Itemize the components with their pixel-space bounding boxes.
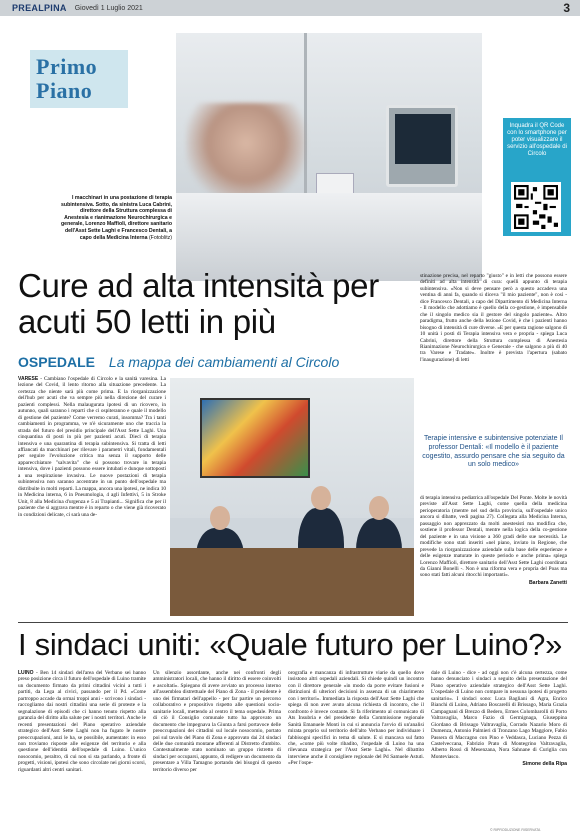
article1-column-2 <box>420 273 567 431</box>
doctors-photo <box>170 378 414 616</box>
photo-credit: (Fotoblitz) <box>148 234 172 241</box>
qr-promo-box[interactable] <box>503 118 571 236</box>
article2-col1-text: - Ben 14 sindaci dell'area del Verbano sei hanno preso posizione circa il futuro dell'ospedale di Luino tramite un documento firmato da primi cittadini vicini a tutti i partiti, da Lega al civici, passando per il Pd. «Come partroppo accade da ormai troppi anni - scrivono i sindaci - raccogliamo dai nostri cittadini una serie di proteste e la segnalazione di episodi che ci hanno tenuto rispetto alla garanzia del diritto alla salute per i nostri territori. Anche le recenti presentazioni del Piano operativo aziendale strategico dell'Asst Sette Laghi non ha fugato le nostre preoccupazioni, anzi le ha, se possibile, aumentate: in esso non troviamo risposte alle esigenze del territorio e alla questione dell'identità dell'ospedale di Luino. L'unico nosocomio, peraltro, di cui non si sta parlando, a fronte di progetti, visioni, ipotesi che sono circolate nei giorni scorsi, riguardanti altri centri sanitari. <box>18 670 146 773</box>
article1-headline: Cure ad alta intensità per acuti 50 letti in più <box>18 267 379 340</box>
article1-kicker <box>18 354 339 370</box>
photo-caption-text: I macchinari in una postazione di terapia subintensiva. Sotto, da sinistra Luca Cabrini, direttore della Struttura complessa di Anestesia e rianimazione Neurochirurgica e generale, Lorenzo Maffioli, direttore sanitario dell'Asst Sette Laghi e Francesco Dentali, a capo della Medicina Interna <box>61 195 172 241</box>
article1-signature: Barbara Zanetti <box>528 579 567 586</box>
section-label-line2: Piano <box>36 78 93 103</box>
article1-col1-text: - Cambiano l'ospedale di Circolo e la sanità varesina. La lezione del Covid, il lento ritorno alla situazione precedente. La certezza che niente sarà più come prima. E la riorganizzazione dell'hub per acuti che va sempre più nella direzione del curare i pazienti complessi. Nella malaugurata ipotesi di un ricovero, in autunno, quali saranno i reparti che ci ospiteranno e quale il modello di gestione del paziente? Come verremo curati, insomma? Tra i tanti cambiamenti in programma, ve n'è sicuramente uno che traccia la strada del futuro del presidio principale dell'Asst Sette Laghi. Una cinquantina di posti in più per pazienti acuti. Dieci di terapia intensiva e una quarantina di terapia subintensiva. Si tratta di letti affiancati da macchinari per rilevare i parametri vitali, fondamentali per seguire l'evoluzione critica ma senza il supporto delle apparecchiature "salvavita" che si possono trovare in terapia intensiva, dove i pazienti possono essere intubati e dunque sottoposti a una respirazione invasiva. Le nuove postazioni di terapia subintensiva non saranno accentrate in un punto dell'ospedale ma distribuite in molti reparti. La mappa, ancora una ipotesi, ne indica 10 in Medicina interna, 6 in Pneumologia, 4 agli Infettivi, 5 in Stroke Unit, 8 alla Medicina d'urgenza e 5 ai Trapianti... Significa che per il paziente che si aggrava mentre è in reparto o che viene già ricoverato in condizioni delicate, ci sarà una de- <box>18 376 166 518</box>
qr-code-icon[interactable] <box>511 182 561 232</box>
article1-dateline: VARESE <box>18 376 39 382</box>
article1-pullquote: Terapie intensive e subintensive potenziate Il professor Dentali: «Il modello è il paziente cogestito, assurdo pensare che sia seguito da un solo medico» <box>422 435 565 469</box>
article1-column-1 <box>18 376 166 618</box>
vital-signs-monitor <box>386 105 458 187</box>
article2-column-1 <box>18 670 146 822</box>
article2-column-2 <box>153 670 281 822</box>
article1-col3-text: di terapia intensiva pediatrica all'ospedale Del Ponte. Molte le novità previste all'Asst Sette Laghi, come quella della medicina perioperatoria (mentre nel sud della provincia, sull'ospedale unico ancora si dibatte, vedi pagina 27). Collegata alla Medicina Interna, passaggio non apprezzato da molti anestesisti ma modifica che, sostiene il professor Dentali, mentre nella logica della co-gestione del paziente e in una visione a 360 gradi delle sue necessità. Le modifiche sono stati inseriti «nel piano, inviato in Regione, che prevede la riorganizzazione aziendale sulla base delle esperienze e delle esigenze maturate in queste periodo e anche prima» spiega Lorenzo Maffioli, direttore sanitario dell'Asst Sette Laghi coordinata da Gianni Bonelli -. Non è una riforma vera e propria del Poas ma sono stati fatti alcuni ritocchi importanti». <box>420 495 567 579</box>
section-label-line1: Primo <box>36 54 98 79</box>
photo-caption <box>60 195 172 241</box>
section-label <box>30 50 128 108</box>
issue-date: Giovedì 1 Luglio 2021 <box>74 4 143 12</box>
hospital-bed-photo <box>176 33 482 281</box>
abstract-painting <box>200 398 310 478</box>
page-number: 3 <box>563 1 570 15</box>
office-desk <box>170 548 414 616</box>
qr-promo-text: Inquadra il QR Code con lo smartphone per poter visualizzare il servizio all'ospedale di Circolo <box>507 123 567 157</box>
section-divider <box>18 622 568 623</box>
article2-headline: I sindaci uniti: «Quale futuro per Luino?» <box>18 627 563 662</box>
article2-col2-text: Un silenzio assordante, anche nei confronti degli amministratori locali, che hanno il diritto di essere coinvolti e ascoltati». Spiegano di avere avviato un processo interno all'assemblea distrettuale del Piano di Zona - il presidente è uno dei firmatari dell'appello - per far partire un percorso collaborativo e propositivo rispetto alle questioni socio-sanitarie locali, mettendo al centro il tema ospedale. Prima di ciò il Consiglio comunale tutto ha approvato un documento che impegnava la Giunta a farsi portavoce delle preoccupazioni dei cittadini sul locale nosocomio, portato poi sul tavolo del Piano di Zona e approvato dai 24 sindaci delle due comunità montane afferenti al Distretto d'ambito. Contestualmente stato nominato un gruppo ristretto di sindaci per occuparsi, appunto, di redigere un documento da presentare a Villa Tamagno portando dei bisogni di questo territorio diverso per <box>153 670 281 773</box>
article1-column-3 <box>420 495 567 620</box>
article2-col4-text: dale di Luino - dice - ad oggi non c'è alcuna certezza, come hanno denunciato i sindaci a seguito della presentazione del Piano operativo aziendale strategico dell'Asst Sette Laghi. L'ospedale di Luino non compare in nessuna ipotesi di progetto sanitario». I sindaci sono: Luca Bagliani di Agra, Enrico Bianchi di Luino, Adriano Boscarelli di Brissago, Maria Grazia Campagnani di Brezzo di Bedero, Ermes Colombarolli di Porto Valtravaglia, Marco Fazio di Germignaga, Giuseppina Giordano di Brissago Valtravaglia, Corrado Nazario Moro di Dumenza, Antonio Palmieri di Tronzano Lago Maggiore, Fabio Passera di Maccagno con Pino e Veddasca, Luciano Pezza di Castelveccana, Fabrizio Prato di Montegrino Valtravaglia, Alberto Rossi di Mesenzana, Nora Sahnane di Curiglia con Monteviasco. <box>431 670 567 760</box>
newspaper-brand: PREALPINA <box>12 3 67 13</box>
blurred-patient <box>186 103 306 203</box>
article1-subhead: La mappa dei cambiamenti al Circolo <box>108 354 340 370</box>
article1-tag: OSPEDALE <box>18 354 96 370</box>
article1-col2-text: stinazione precisa, nel reparto "giusto" e in letti che possono essere definiti ad alta intensità di cura: quelli appunto di terapia subintensiva. «Non si deve pensare però a questo accadeva una ventina di anni fa, quando si diceva "il mio paziente", non è così - dice Francesco Dentali, a capo del Dipartimento di Medicina Interna - Il modello che adottiamo è quello della co-gestione, è impensabile che il singolo medico sia il gestore del singolo paziente». Altro paradigma, frutto anche della lezione Covid, è che i pazienti hanno bisogno di intensità di cure diverse. «E per questa ragione salgono di 10 unità i posti di Terapia intensiva vera e propria - spiega Luca Cabrini, direttore della Struttura complessa di Anestesia Rianimazione Neurochirurgica e Generale - che salgono a più di 40 tra Varese e Tradate». Inoltre è prevista l'apertura (sabato l'inaugurazione) di letti <box>420 273 567 363</box>
article2-column-4 <box>431 670 567 822</box>
article2-column-3 <box>288 670 424 822</box>
article2-dateline: LUINO <box>18 670 34 676</box>
article2-signature: Simone della Ripa <box>522 761 567 768</box>
copyright-note: © RIPRODUZIONE RISERVATA <box>490 828 541 832</box>
article2-col3-text: orografia e mancanza di infrastrutture viarie da quello dove insistono altri ospedali aziendali. Si chiede quindi un incontro con il direttore generale «in modo da porre evitare fusioni e distinzioni di ulteriori decisioni in assenza di un chiarimento con i territori». Immediata la risposta dell'Asst Sette Laghi che spiega di non aver avuto alcuna richiesta di incontro, che il confronto è invece costante. Si fa riferimento al comunicato di Ats Insubria e del presidente della Commissione regionale Sanità Emanuele Monti in cui si annuncia l'avvio di un'analisi mirata proprio sul territorio dell'alto Verbano per individuare i fabbisogni specifici in tema di salute. E si mancava sul fatto che, «come più volte ribadito, l'ospedale di Luino ha una rilevanza strategica per l'Asst Sette Laghi». Nel dibattito interviene anche il consigliere regionale del Pd Samuele Astuti. «Per l'ospe- <box>288 670 424 767</box>
page-header <box>0 0 580 16</box>
